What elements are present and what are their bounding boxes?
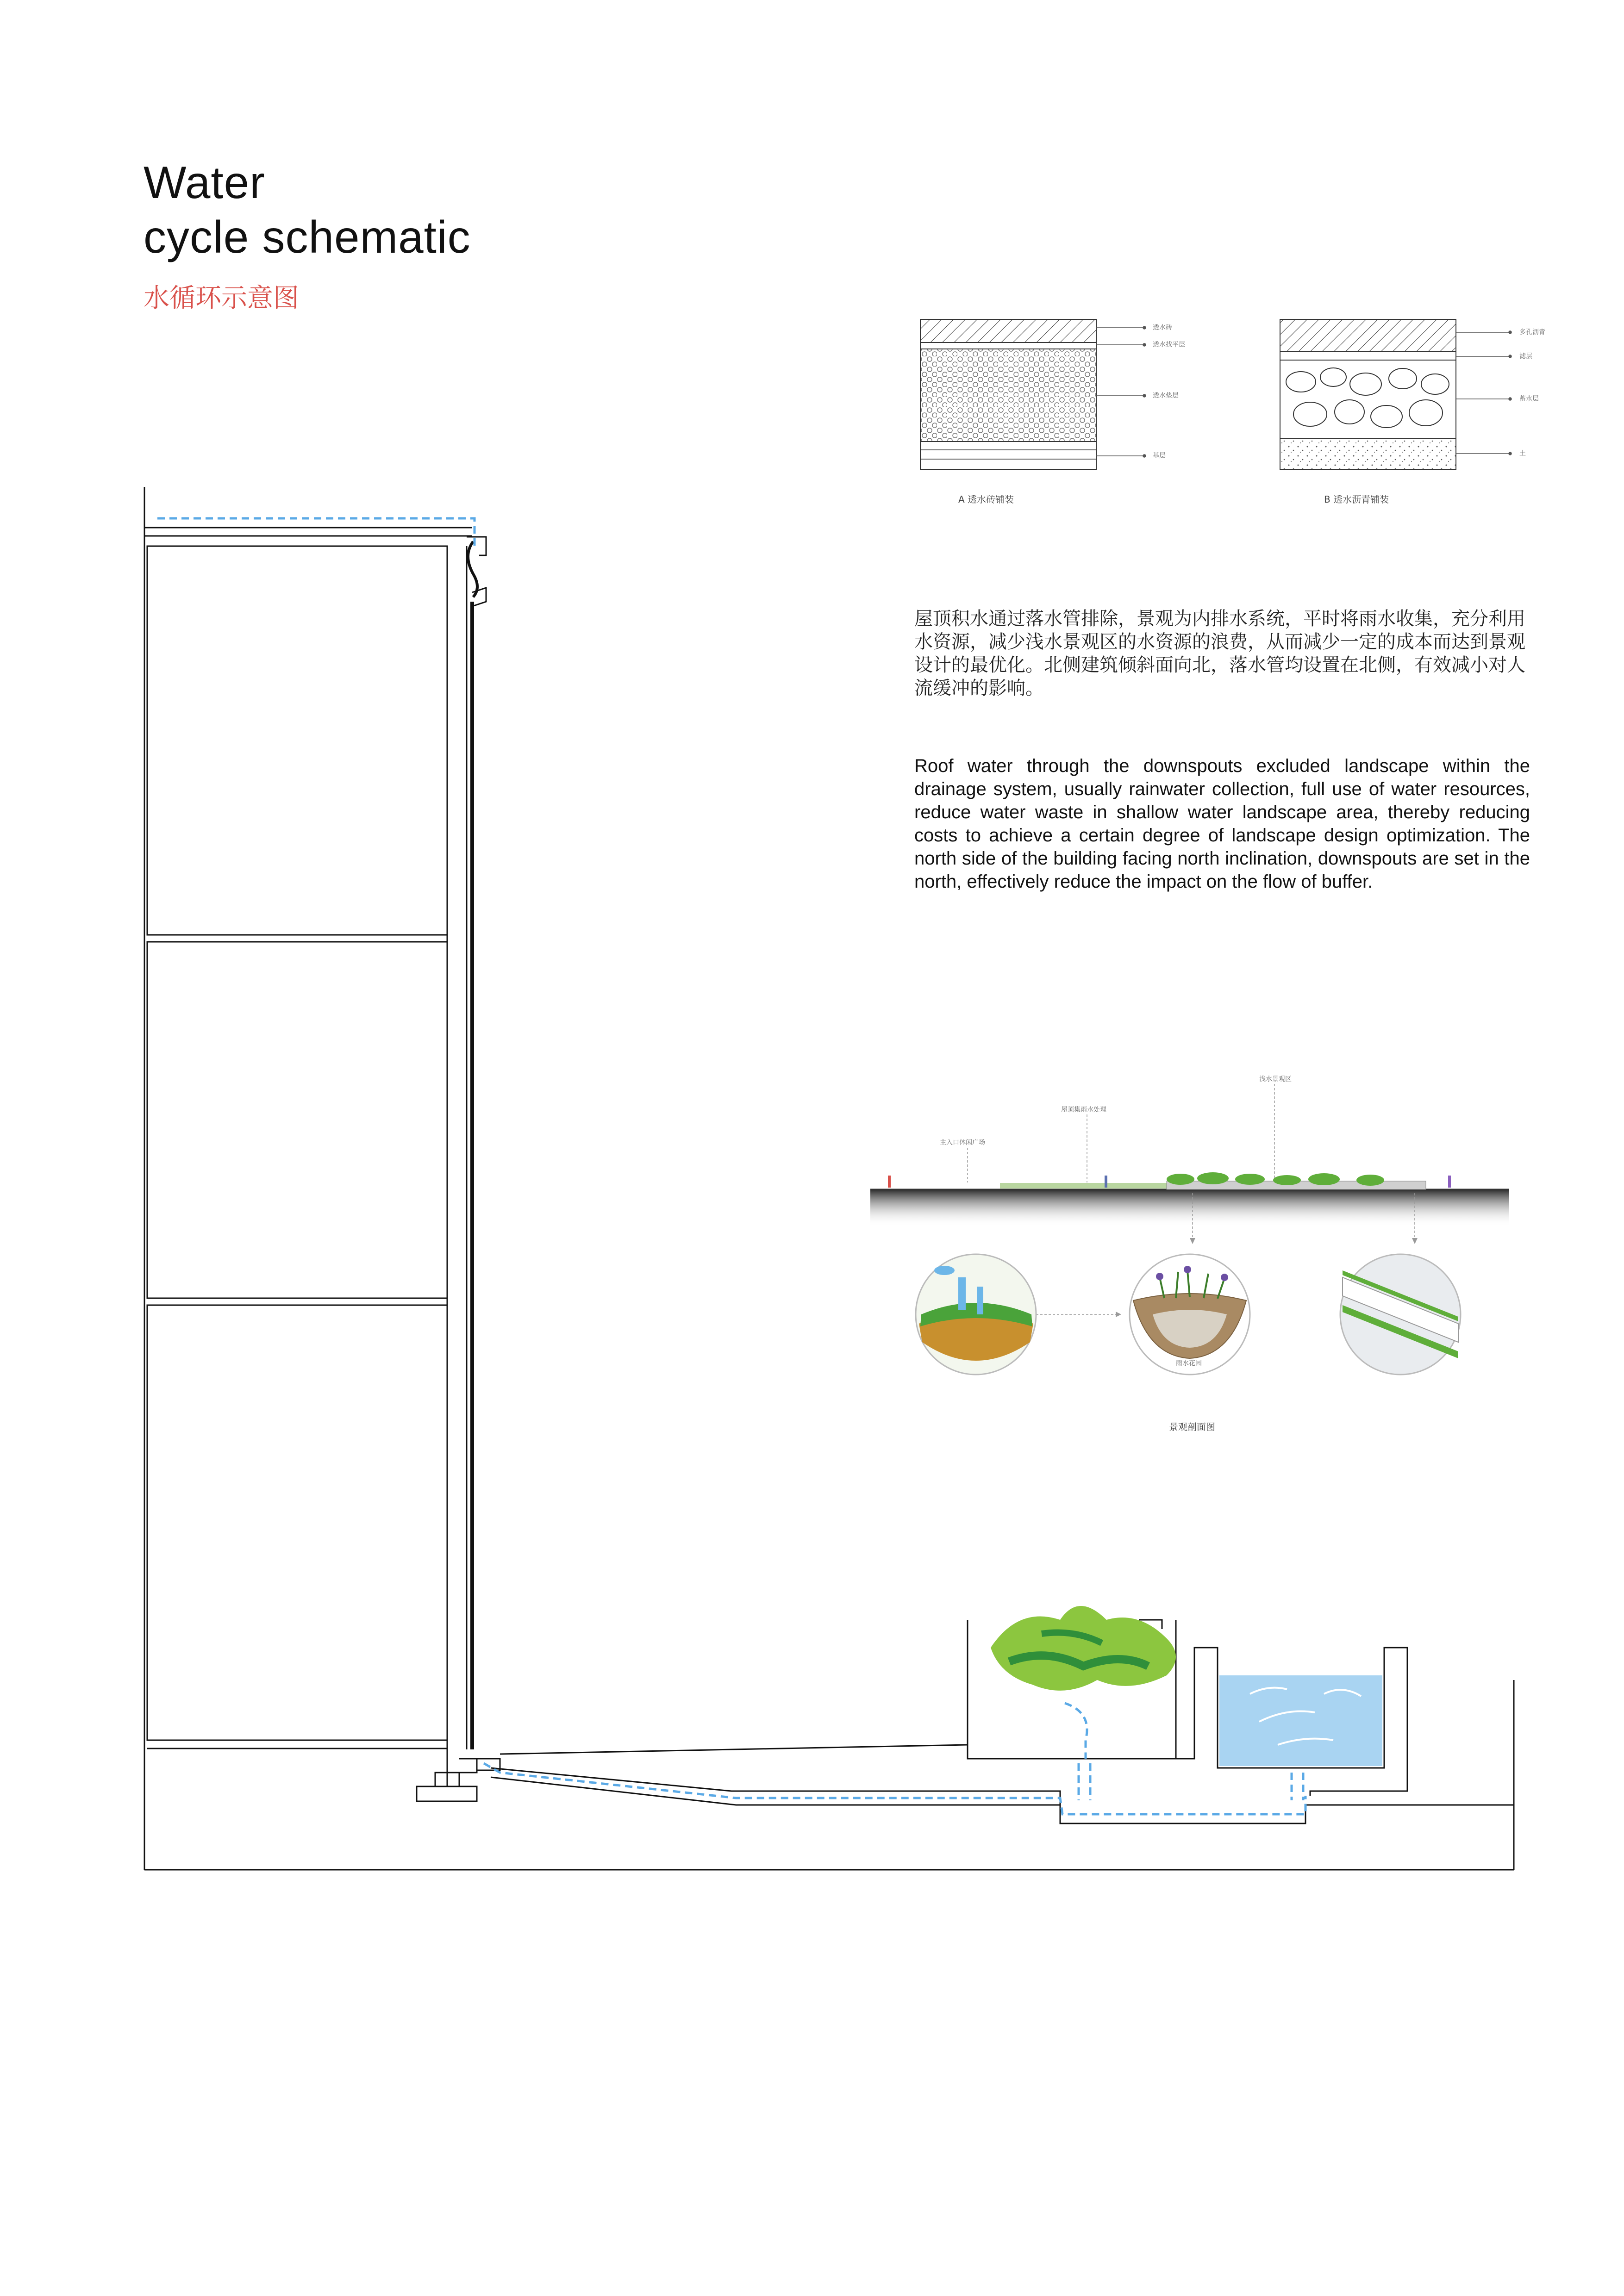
- floor-3: [147, 1305, 447, 1740]
- floor-2: [147, 942, 447, 1298]
- layer-label-b3: 蓄水层: [1519, 395, 1539, 403]
- page-subtitle: 水循环示意图: [144, 283, 299, 313]
- base-layer: [920, 442, 1096, 469]
- label-entrance-plaza: 主入口休闲广场: [940, 1139, 985, 1146]
- title-line-1: Water: [144, 157, 265, 208]
- layer-label-b4: 土: [1519, 450, 1526, 457]
- title-line-2: cycle schematic: [144, 212, 471, 262]
- description-chinese: 屋顶积水通过落水管排除，景观为内排水系统，平时将雨水收集，充分利用水资源，减少浅水景观区的水资源的浪费，从而减少一定的成本而达到景观设计的最优化。北侧建筑倾斜面向北，落水管均设置在北侧，有效减小对人流缓冲的影响。: [914, 608, 1525, 699]
- person-figure: [888, 1176, 891, 1188]
- soil-layer: [1280, 439, 1456, 469]
- floor-1: [147, 546, 447, 935]
- layer-label-a2: 透水找平层: [1153, 341, 1185, 348]
- porous-asphalt-layer: [1280, 319, 1456, 352]
- person-figure: [1448, 1176, 1451, 1188]
- layer-label-a1: 透水砖: [1153, 324, 1172, 331]
- layer-label-b2: 滤层: [1519, 353, 1532, 360]
- pavement-a-caption: A 透水砖铺装: [958, 494, 1014, 505]
- shallow-water-pool: [1219, 1675, 1382, 1766]
- layer-label-b1: 多孔沥青: [1519, 329, 1545, 336]
- leveling-layer: [920, 342, 1096, 349]
- landscape-section-caption: 景观剖面图: [1169, 1421, 1215, 1432]
- lawn-strip: [1000, 1183, 1176, 1188]
- label-rain-garden: 雨水花园: [1176, 1360, 1202, 1367]
- layer-label-a4: 基层: [1153, 452, 1166, 460]
- pavement-detail-a: [920, 319, 1185, 505]
- gravel-cushion-layer: [920, 349, 1096, 442]
- description-english: Roof water through the downspouts excluded landscape within the drainage system, usually rainwater collection, full use of water resources, reduce water waste in shallow water landscape area, thereby reducing costs to achieve a certain degree of landscape design optimization. The north side of the building facing north inclination, downspouts are set in the north, effectively reduce the impact on the flow of buffer.: [914, 756, 1530, 892]
- detail-circle-rain-garden: [1130, 1254, 1250, 1375]
- ground-section: [870, 1189, 1509, 1226]
- person-figure: [1105, 1176, 1107, 1188]
- building-section: [144, 487, 1514, 1870]
- label-shallow-water: 浅水景观区: [1259, 1076, 1292, 1083]
- pavement-b-caption: B 透水沥青铺装: [1324, 494, 1389, 505]
- detail-circle-water-cycle: [916, 1254, 1036, 1375]
- filter-layer: [1280, 352, 1456, 360]
- detail-circle-channel: [1340, 1254, 1461, 1375]
- label-roof-rainwater: 屋顶集雨水处理: [1061, 1106, 1106, 1114]
- permeable-brick-layer: [920, 319, 1096, 342]
- planter-greenery: [991, 1606, 1176, 1691]
- landscape-section: [870, 1075, 1509, 1432]
- footing: [417, 1786, 477, 1801]
- pavement-detail-b: [1280, 319, 1545, 505]
- layer-label-a3: 透水垫层: [1153, 392, 1179, 399]
